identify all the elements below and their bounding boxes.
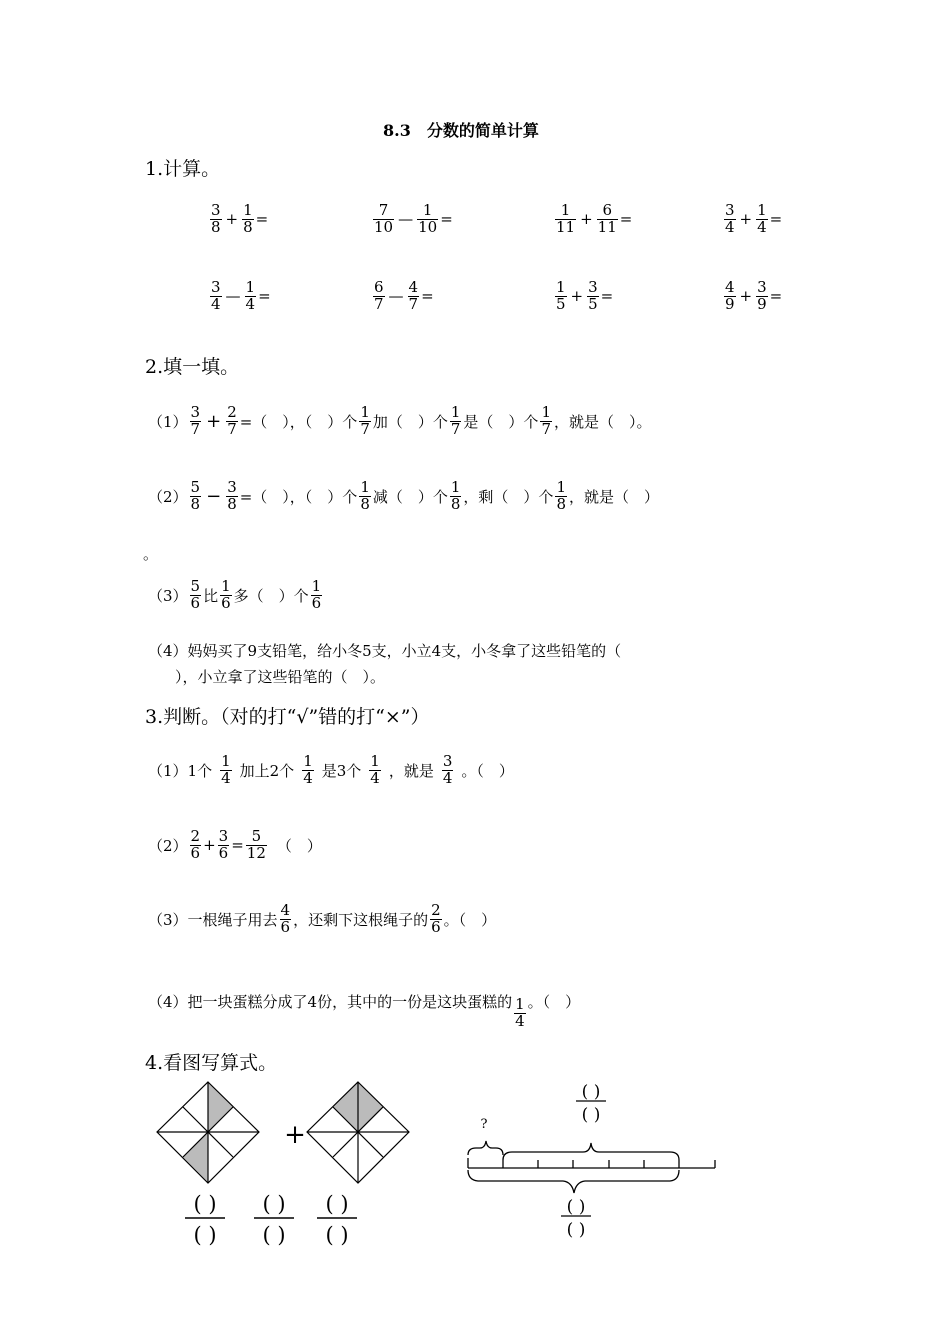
fill-q4-line2[interactable]: ），小立拿了这些铅笔的（ ）。	[175, 668, 386, 686]
fraction: $\frac{1}{4}$	[303, 752, 313, 787]
top-blank-den: ( )	[581, 1105, 601, 1125]
blank-den: ( )	[193, 1223, 217, 1247]
answer-blank[interactable]: 。（ ）	[461, 761, 514, 780]
bottom-blank-num: ( )	[566, 1197, 586, 1217]
fraction: $\frac{5}{12}$	[246, 827, 266, 862]
blank-num: ( )	[262, 1192, 286, 1216]
blank-text[interactable]: 加（ ）个	[372, 412, 448, 431]
operator: +	[739, 287, 753, 306]
fraction: $\frac{3}{6}$	[218, 827, 229, 862]
text: 比	[203, 586, 219, 605]
diamond-right	[307, 1082, 409, 1183]
fraction: $\frac{4}{6}$	[280, 901, 291, 936]
operator: —	[398, 210, 414, 229]
fraction: $\frac{3}{5}$	[588, 278, 598, 313]
fraction: $\frac{1}{4}$	[245, 278, 256, 313]
section-3-heading: 3.判断。（对的打“√”错的打“×”）	[145, 706, 430, 728]
equals-sign: =	[421, 287, 434, 306]
fraction: $\frac{1}{6}$	[311, 577, 322, 612]
fraction: $\frac{5}{8}$	[190, 478, 201, 513]
text: 是3个	[321, 761, 362, 780]
fraction: $\frac{1}{7}$	[450, 403, 461, 438]
blank-text[interactable]: =（ ），（ ）个	[239, 412, 358, 431]
fraction: $\frac{3}{4}$	[442, 752, 453, 787]
fraction: $\frac{1}{8}$	[360, 478, 370, 513]
equals-sign: =	[255, 210, 269, 229]
fraction: $\frac{1}{11}$	[556, 201, 576, 236]
fraction: $\frac{4}{7}$	[408, 278, 419, 313]
fraction: $\frac{2}{6}$	[431, 901, 441, 936]
fraction: $\frac{1}{4}$	[370, 752, 380, 787]
fraction: $\frac{5}{6}$	[190, 577, 201, 612]
operator: +	[580, 210, 593, 229]
equals-sign: =	[769, 210, 783, 229]
fraction: $\frac{6}{7}$	[374, 278, 384, 313]
answer-blank[interactable]: （ ）	[276, 836, 322, 855]
fraction: $\frac{3}{7}$	[190, 403, 201, 438]
wrap-period: 。	[143, 545, 159, 563]
fraction: $\frac{6}{11}$	[597, 201, 617, 236]
fraction: $\frac{1}{4}$	[515, 995, 525, 1030]
section-2-heading: 2.填一填。	[145, 356, 240, 378]
text: （3）一根绳子用去	[148, 910, 278, 929]
fraction: $\frac{1}{4}$	[221, 752, 231, 787]
text: （2）	[148, 836, 188, 855]
fraction: $\frac{1}{8}$	[243, 201, 253, 236]
number-line	[468, 1082, 715, 1240]
fill-q4-line1[interactable]: （4）妈妈买了9支铅笔，给小冬5支，小立4支，小冬拿了这些铅笔的（	[148, 642, 622, 660]
operator: —	[225, 287, 241, 306]
operator: —	[388, 287, 404, 306]
q-number: （2）	[148, 487, 188, 506]
answer-fractions	[185, 1192, 357, 1247]
shaded-piece	[208, 1082, 233, 1132]
section-4-heading: 4.看图写算式。	[145, 1052, 278, 1074]
blank-den: ( )	[325, 1223, 349, 1247]
equals-sign: =	[440, 210, 453, 229]
equals-sign: =	[258, 287, 271, 306]
plus-sign: +	[203, 836, 216, 855]
fraction: $\frac{3}{8}$	[211, 201, 221, 236]
blank-num: ( )	[193, 1192, 217, 1216]
fraction: $\frac{3}{4}$	[211, 278, 221, 313]
fraction: $\frac{1}{8}$	[556, 478, 566, 513]
q-number: （3）	[148, 586, 188, 605]
fraction: $\frac{1}{4}$	[757, 201, 767, 236]
diamond-left	[157, 1082, 259, 1183]
fraction: $\frac{2}{6}$	[190, 827, 201, 862]
fraction: $\frac{1}{7}$	[360, 403, 370, 438]
fraction: $\frac{1}{5}$	[556, 278, 566, 313]
plus-sign: +	[206, 410, 222, 432]
equals-sign: =	[231, 836, 244, 855]
fraction: $\frac{1}{6}$	[221, 577, 231, 612]
blank-text[interactable]: =（ ），（ ）个	[239, 487, 358, 506]
operator: +	[739, 210, 753, 229]
minus-sign: −	[206, 485, 222, 507]
blank-text[interactable]: ，剩（ ）个	[463, 487, 554, 506]
blank-text[interactable]: 是（ ）个	[463, 412, 539, 431]
q-number: （1）	[148, 412, 188, 431]
blank-text[interactable]: ，就是（ ）	[568, 487, 659, 506]
page-title: 8.3 分数的简单计算	[383, 121, 539, 140]
answer-blank[interactable]: 。（ ）	[527, 992, 581, 1011]
answer-blank[interactable]: 。（ ）	[443, 910, 497, 929]
blank-num: ( )	[325, 1192, 349, 1216]
text: （4）把一块蛋糕分成了4份，其中的一份是这块蛋糕的	[148, 992, 513, 1011]
fraction: $\frac{3}{4}$	[725, 201, 735, 236]
blank-den: ( )	[262, 1223, 286, 1247]
question-mark: ?	[480, 1117, 488, 1132]
fraction: $\frac{2}{7}$	[227, 403, 237, 438]
plus-sign: +	[284, 1120, 306, 1150]
fraction: $\frac{4}{9}$	[725, 278, 735, 313]
text: ，就是	[388, 761, 434, 780]
fraction: $\frac{1}{10}$	[418, 201, 438, 236]
blank-text[interactable]: 减（ ）个	[372, 487, 448, 506]
fraction: $\frac{7}{10}$	[374, 201, 394, 236]
operator: +	[225, 210, 239, 229]
equals-sign: =	[619, 210, 633, 229]
fraction: $\frac{3}{9}$	[757, 278, 767, 313]
text: ，还剩下这根绳子的	[293, 910, 429, 929]
top-blank-num: ( )	[581, 1082, 601, 1102]
operator: +	[570, 287, 584, 306]
fraction: $\frac{3}{8}$	[227, 478, 237, 513]
fraction: $\frac{1}{7}$	[541, 403, 551, 438]
bottom-blank-den: ( )	[566, 1220, 586, 1240]
text: （1）1个	[148, 761, 213, 780]
fraction: $\frac{1}{8}$	[450, 478, 461, 513]
shaded-piece	[183, 1132, 208, 1182]
blank-text[interactable]: 多（ ）个	[233, 586, 309, 605]
equals-sign: =	[600, 287, 614, 306]
equals-sign: =	[769, 287, 783, 306]
section-1-heading: 1.计算。	[145, 158, 221, 180]
blank-text[interactable]: ，就是（ ）。	[553, 412, 652, 431]
text: 加上2个	[239, 761, 295, 780]
